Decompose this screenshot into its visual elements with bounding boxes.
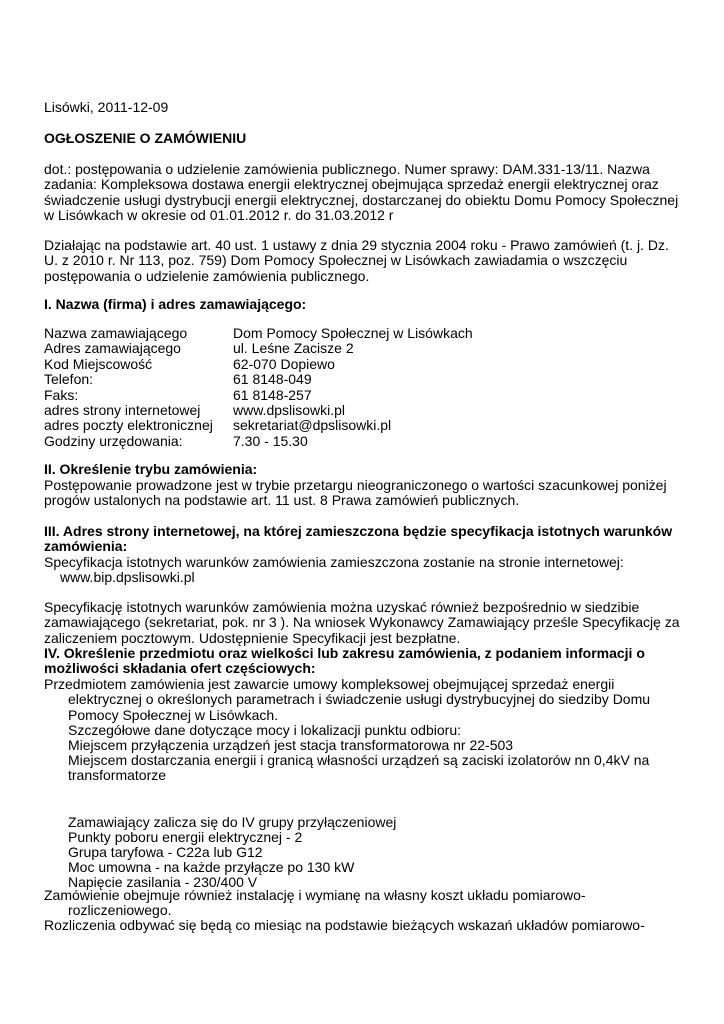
param-line: Moc umowna - na każde przyłącze po 130 kW (68, 859, 355, 875)
row-label: Godziny urzędowania: (44, 432, 183, 449)
section-4-paragraph-2: Zamówienie obejmuje również instalację i wymianę na własny koszt układu pomiarowo-rozliczeniowego. (44, 887, 586, 919)
row-value: 61 8148-257 (233, 386, 312, 403)
row-value: Dom Pomocy Społecznej w Lisówkach (233, 325, 473, 341)
row-label: Nazwa zamawiającego (44, 325, 188, 341)
section-4-heading: IV. Określenie przedmiotu oraz wielkości lub zakresu zamówienia, z podaniem informacji o możliwości składania ofert częściowych: (44, 645, 645, 677)
row-value: ul. Leśne Zacisze 2 (233, 340, 354, 357)
section-2-heading: II. Określenie trybu zamówienia: (44, 461, 258, 477)
section-4-paragraph-1: Przedmiotem zamówienia jest zawarcie umowy kompleksowej obejmującej sprzedaż energii elektrycznej o określonych parametrach i świadczenie usługi dystrybucyjnej do siedziby Domu Pomocy Społecznej w Lisówkach. (44, 676, 651, 723)
section-3-text: Specyfikacja istotnych warunków zamówienia zamieszczona zostanie na stronie internetowej: (44, 554, 624, 570)
detail-line: Szczegółowe dane dotyczące mocy i lokalizacji punktu odbioru: (68, 722, 461, 738)
row-value: 61 8148-049 (233, 371, 312, 388)
document-title: OGŁOSZENIE O ZAMÓWIENIU (44, 130, 247, 146)
table-row (44, 326, 473, 341)
row-label: adres poczty elektronicznej (44, 417, 213, 434)
row-label: adres strony internetowej (44, 402, 201, 419)
param-line: Punkty poboru energii elektrycznej - 2 (68, 829, 303, 845)
table-row (44, 418, 473, 433)
row-value: sekretariat@dpslisowki.pl (233, 417, 392, 434)
intro-subject: dot.: postępowania o udzielenie zamówienia publicznego. Numer sprawy: DAM.331-13/11. Nazwa zadania: Kompleksowa dostawa energii elektrycznej obejmująca sprzedaż energii elektrycznej oraz świadczenie usługi dystrybucji energii elektrycznej, dostarczanej do obiektu Domu Pomocy Społecznej w Lisówkach w okresie od 01.01.2012 r. do 31.03.2012 r (44, 161, 679, 224)
row-label: Telefon: (44, 371, 94, 388)
section-4-paragraph-3: Rozliczenia odbywać się będą co miesiąc na podstawie bieżących wskazań układów pomiarowo- (44, 917, 645, 933)
table-row (44, 434, 473, 449)
table-row (44, 403, 473, 418)
param-line: Napięcie zasilania - 230/400 V (68, 874, 258, 890)
section-2-text: Postępowanie prowadzone jest w trybie przetargu nieograniczonego o wartości szacunkowej poniżej progów ustalonych na podstawie art. 11 ust. 8 Prawa zamówień publicznych. (44, 477, 667, 509)
section-3-heading: III. Adres strony internetowej, na której zamieszczona będzie specyfikacja istotnych warunków zamówienia: (44, 523, 673, 555)
param-line: Zamawiający zalicza się do IV grupy przyłączeniowej (68, 814, 397, 830)
param-line: Grupa taryfowa - C22a lub G12 (68, 844, 263, 860)
row-label: Kod Miejscowość (44, 355, 153, 372)
detail-line: Miejscem przyłączenia urządzeń jest stacja transformatorowa nr 22-503 (68, 737, 514, 753)
section-1-heading: I. Nazwa (firma) i adres zamawiającego: (44, 296, 307, 312)
bip-url: www.bip.dpslisowki.pl (60, 569, 195, 585)
intro-legal-basis: Działając na podstawie art. 40 ust. 1 ustawy z dnia 29 stycznia 2004 roku - Prawo zamówień (t. j. Dz. U. z 2010 r. Nr 113, poz. 759) Dom Pomocy Społecznej w Lisówkach zawiadamia o wszczęciu postępowania o udzielenie zamówienia publicznego. (44, 237, 669, 284)
contracting-authority-table (44, 326, 473, 449)
row-value: 62-070 Dopiewo (233, 355, 335, 372)
table-row (44, 341, 473, 356)
table-row (44, 388, 473, 403)
row-label: Faks: (44, 386, 79, 403)
table-row (44, 372, 473, 387)
table-row (44, 357, 473, 372)
section-3-text-2: Specyfikację istotnych warunków zamówienia można uzyskać również bezpośrednio w siedzibie zamawiającego (sekretariat, pok. nr 3 ). Na wniosek Wykonawcy Zamawiający prześle Specyfikację za zaliczeniem pocztowym. Udostępnienie Specyfikacji jest bezpłatne. (44, 599, 680, 646)
place-date: Lisówki, 2011-12-09 (44, 99, 169, 115)
row-label: Adres zamawiającego (44, 340, 181, 357)
detail-line: Miejscem dostarczania energii i granicą własności urządzeń są zaciski izolatorów nn 0,4kV na transformatorze (68, 752, 650, 784)
row-value: www.dpslisowki.pl (233, 402, 346, 419)
row-value: 7.30 - 15.30 (233, 432, 308, 449)
